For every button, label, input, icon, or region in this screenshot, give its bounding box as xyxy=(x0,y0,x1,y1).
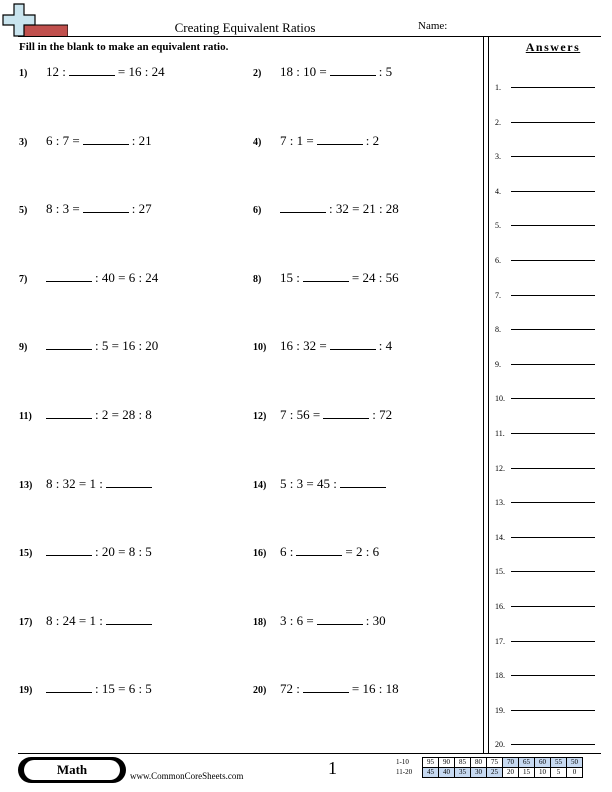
answer-blank[interactable] xyxy=(317,612,363,625)
answer-blank[interactable] xyxy=(46,269,92,282)
answer-line[interactable] xyxy=(511,641,595,642)
problem-item xyxy=(253,337,392,357)
answer-row xyxy=(495,666,595,680)
answer-row xyxy=(495,355,595,369)
problem-text xyxy=(280,63,392,80)
answer-row xyxy=(495,389,595,403)
problem-text-before: 18 : 10 = xyxy=(280,64,327,79)
answer-row xyxy=(495,113,595,127)
answer-number: 9. xyxy=(495,359,501,369)
score-cell: 80 xyxy=(471,758,487,768)
answer-line[interactable] xyxy=(511,364,595,365)
problem-text xyxy=(46,337,158,354)
answer-row xyxy=(495,424,595,438)
problem-text-before: 7 : 1 = xyxy=(280,132,314,148)
problem-item xyxy=(253,269,399,289)
score-cell: 10 xyxy=(535,768,551,778)
problem-number: 5) xyxy=(19,205,28,217)
answer-row xyxy=(495,286,595,300)
problem-text-after: : 5 xyxy=(378,64,393,79)
problem-item xyxy=(19,63,165,83)
problem-item xyxy=(253,475,389,495)
answer-number: 15. xyxy=(495,567,505,577)
answers-title: Answers xyxy=(525,40,581,54)
problem-text xyxy=(46,200,152,217)
answer-row xyxy=(495,562,595,576)
answer-number: 11. xyxy=(495,429,505,438)
problem-number: 8) xyxy=(253,273,262,285)
answer-line[interactable] xyxy=(511,710,595,711)
problem-text xyxy=(46,406,152,423)
problem-number: 2) xyxy=(253,68,262,79)
answer-number: 14. xyxy=(495,532,505,542)
answer-blank[interactable] xyxy=(46,406,92,419)
problem-text-after: : 20 = 8 : 5 xyxy=(95,544,152,560)
answer-column-divider-left xyxy=(483,36,484,753)
problem-item xyxy=(253,63,392,83)
answer-line[interactable] xyxy=(511,329,595,330)
answer-row xyxy=(495,632,595,646)
problem-item xyxy=(19,337,158,357)
answer-blank[interactable] xyxy=(303,269,349,282)
problem-item xyxy=(19,406,152,426)
problem-item xyxy=(253,680,399,700)
problem-item xyxy=(19,132,152,152)
problem-item xyxy=(253,406,392,426)
answer-row xyxy=(495,493,595,507)
score-cell: 65 xyxy=(519,758,535,768)
problem-number: 19) xyxy=(19,685,33,697)
answer-row xyxy=(495,701,595,715)
answer-number: 4. xyxy=(495,186,501,196)
score-row xyxy=(396,758,583,768)
problem-text xyxy=(280,337,392,354)
score-cell: 30 xyxy=(471,768,487,778)
problem-text xyxy=(46,543,152,560)
score-cell: 25 xyxy=(487,768,503,778)
problem-text-before: 16 : 32 = xyxy=(280,338,327,354)
answer-row xyxy=(495,597,595,611)
answer-blank[interactable] xyxy=(323,406,369,419)
answer-number: 18. xyxy=(495,671,505,681)
score-range-label: 11-20 xyxy=(396,768,413,776)
score-cell: 85 xyxy=(455,758,471,768)
problem-number: 15) xyxy=(19,548,33,560)
score-row xyxy=(396,768,583,778)
problem-item xyxy=(253,612,386,632)
problem-text-before: 3 : 6 = xyxy=(280,612,314,628)
score-cell: 40 xyxy=(439,768,455,778)
problem-item xyxy=(19,680,152,700)
answer-line[interactable] xyxy=(511,433,595,434)
score-cell: 15 xyxy=(519,768,535,778)
answer-number: 16. xyxy=(495,602,505,611)
answer-number: 17. xyxy=(495,636,505,646)
answer-blank[interactable] xyxy=(330,63,376,76)
problem-number: 1) xyxy=(19,68,28,79)
problem-text-after: : 2 xyxy=(365,132,380,148)
problem-number: 7) xyxy=(19,273,28,285)
score-cell: 50 xyxy=(567,758,583,768)
problem-text-after: : 72 xyxy=(372,407,393,422)
problem-text xyxy=(46,475,155,492)
problem-number: 20) xyxy=(253,685,267,697)
answer-blank[interactable] xyxy=(46,543,92,556)
problem-text xyxy=(46,612,155,629)
answer-line[interactable] xyxy=(511,191,595,192)
answer-number: 13. xyxy=(495,498,505,508)
problem-text-before: 6 : 7 = xyxy=(46,132,80,148)
footer-divider xyxy=(18,753,601,754)
answer-blank[interactable] xyxy=(69,63,115,76)
score-cell: 70 xyxy=(503,758,519,768)
answer-blank[interactable] xyxy=(330,337,376,350)
score-cell: 0 xyxy=(567,768,583,778)
answer-row xyxy=(495,147,595,161)
score-cell: 90 xyxy=(439,758,455,768)
problem-text xyxy=(280,475,389,492)
name-label: Name: xyxy=(418,20,448,32)
problem-text-before: 5 : 3 = 45 : xyxy=(280,475,337,491)
problem-item xyxy=(19,200,152,220)
instructions: Fill in the blank to make an equivalent ratio. xyxy=(19,41,229,53)
score-cell: 20 xyxy=(503,768,519,778)
answer-row xyxy=(495,320,595,334)
problem-text-after: : 27 xyxy=(131,201,152,217)
problem-text-before: 8 : 24 = 1 : xyxy=(46,612,103,628)
problem-item xyxy=(253,200,399,220)
answer-line[interactable] xyxy=(511,87,595,88)
problem-text-after: = 16 : 24 xyxy=(117,64,165,79)
answer-number: 6. xyxy=(495,256,501,265)
answer-line[interactable] xyxy=(511,468,595,469)
answer-line[interactable] xyxy=(511,537,595,538)
answer-number: 2. xyxy=(495,117,501,127)
score-cell: 55 xyxy=(551,758,567,768)
problem-text-after: = 16 : 18 xyxy=(351,681,399,697)
problem-number: 6) xyxy=(253,205,262,217)
problem-text-before: 7 : 56 = xyxy=(280,407,321,422)
website-text: www.CommonCoreSheets.com xyxy=(130,771,244,781)
problem-number: 3) xyxy=(19,136,28,148)
answer-blank[interactable] xyxy=(106,612,152,625)
problem-text xyxy=(280,406,392,423)
answer-number: 5. xyxy=(495,221,501,231)
problem-text-after: : 4 xyxy=(378,338,393,354)
problem-number: 9) xyxy=(19,342,28,354)
answer-blank[interactable] xyxy=(83,200,129,213)
score-table xyxy=(396,757,583,778)
problem-number: 18) xyxy=(253,616,267,628)
problem-text-before: 15 : xyxy=(280,269,300,285)
answer-row xyxy=(495,459,595,473)
problem-number: 11) xyxy=(19,411,32,422)
problem-text-before: 8 : 32 = 1 : xyxy=(46,475,103,491)
answer-row xyxy=(495,251,595,265)
answer-line[interactable] xyxy=(511,502,595,503)
answer-blank[interactable] xyxy=(46,337,92,350)
problem-number: 12) xyxy=(253,411,267,422)
score-cell: 60 xyxy=(535,758,551,768)
answer-number: 19. xyxy=(495,705,505,715)
answer-line[interactable] xyxy=(511,156,595,157)
problem-text-after: = 24 : 56 xyxy=(351,269,399,285)
answer-row xyxy=(495,182,595,196)
answer-row xyxy=(495,528,595,542)
problem-number: 13) xyxy=(19,479,33,491)
problem-item xyxy=(253,543,379,563)
score-cell: 45 xyxy=(423,768,439,778)
problem-text xyxy=(46,63,165,80)
answer-blank[interactable] xyxy=(340,475,386,488)
header-divider xyxy=(18,36,601,37)
answer-number: 7. xyxy=(495,290,501,300)
problem-text xyxy=(280,612,386,629)
problem-text-before: 12 : xyxy=(46,64,66,79)
page-title: Creating Equivalent Ratios xyxy=(174,20,316,35)
problem-text xyxy=(280,269,399,286)
problem-text-after: : 15 = 6 : 5 xyxy=(95,681,152,697)
answer-blank[interactable] xyxy=(317,132,363,145)
problem-text xyxy=(280,680,399,697)
answer-row xyxy=(495,735,595,749)
answer-line[interactable] xyxy=(511,606,595,607)
answer-row xyxy=(495,78,595,92)
answer-blank[interactable] xyxy=(83,132,129,145)
problem-text-after: : 5 = 16 : 20 xyxy=(95,338,159,354)
page-number: 1 xyxy=(328,758,337,778)
answer-number: 8. xyxy=(495,325,501,335)
answer-blank[interactable] xyxy=(296,543,342,556)
problem-text-after: : 30 xyxy=(365,612,386,628)
answer-line[interactable] xyxy=(511,260,595,261)
answer-line[interactable] xyxy=(511,295,595,296)
answer-number: 10. xyxy=(495,394,505,404)
problem-text-after: : 2 = 28 : 8 xyxy=(95,407,152,422)
score-cell: 5 xyxy=(551,768,567,778)
answer-blank[interactable] xyxy=(303,680,349,693)
problem-item xyxy=(19,612,155,632)
problem-number: 4) xyxy=(253,136,262,148)
problem-text-before: 72 : xyxy=(280,681,300,697)
subject-label: Math xyxy=(24,760,120,780)
score-cell: 95 xyxy=(423,758,439,768)
problem-text xyxy=(280,132,379,149)
answer-number: 3. xyxy=(495,152,501,162)
answer-number: 20. xyxy=(495,740,505,750)
answer-line[interactable] xyxy=(511,122,595,123)
problem-text-after: = 2 : 6 xyxy=(345,544,380,560)
problem-text xyxy=(280,543,379,560)
problem-text xyxy=(46,680,152,697)
answer-row xyxy=(495,216,595,230)
answer-line[interactable] xyxy=(511,225,595,226)
answer-number: 12. xyxy=(495,463,505,473)
answer-line[interactable] xyxy=(511,398,595,399)
problem-text-after: : 32 = 21 : 28 xyxy=(329,201,399,217)
problem-text-after: : 21 xyxy=(131,132,152,148)
problem-item xyxy=(19,269,158,289)
problem-number: 16) xyxy=(253,548,267,560)
score-range-label: 1-10 xyxy=(396,758,409,766)
score-cell: 75 xyxy=(487,758,503,768)
answer-line[interactable] xyxy=(511,571,595,572)
answer-line[interactable] xyxy=(511,744,595,745)
answer-column-divider-right xyxy=(488,36,489,753)
answer-blank[interactable] xyxy=(106,475,152,488)
score-cell: 35 xyxy=(455,768,471,778)
answer-line[interactable] xyxy=(511,675,595,676)
problem-text xyxy=(46,269,158,286)
problem-number: 10) xyxy=(253,342,267,354)
answer-number: 1. xyxy=(495,83,501,92)
problem-item xyxy=(19,475,155,495)
problem-item xyxy=(19,543,152,563)
answer-blank[interactable] xyxy=(280,200,326,213)
problem-number: 14) xyxy=(253,479,267,491)
subject-badge xyxy=(18,757,126,783)
problem-text xyxy=(46,132,152,149)
problem-item xyxy=(253,132,379,152)
problem-text xyxy=(280,200,399,217)
problem-number: 17) xyxy=(19,616,33,628)
problem-text-before: 6 : xyxy=(280,544,294,560)
problem-text-before: 8 : 3 = xyxy=(46,201,80,217)
problem-text-after: : 40 = 6 : 24 xyxy=(95,269,159,285)
answer-blank[interactable] xyxy=(46,680,92,693)
